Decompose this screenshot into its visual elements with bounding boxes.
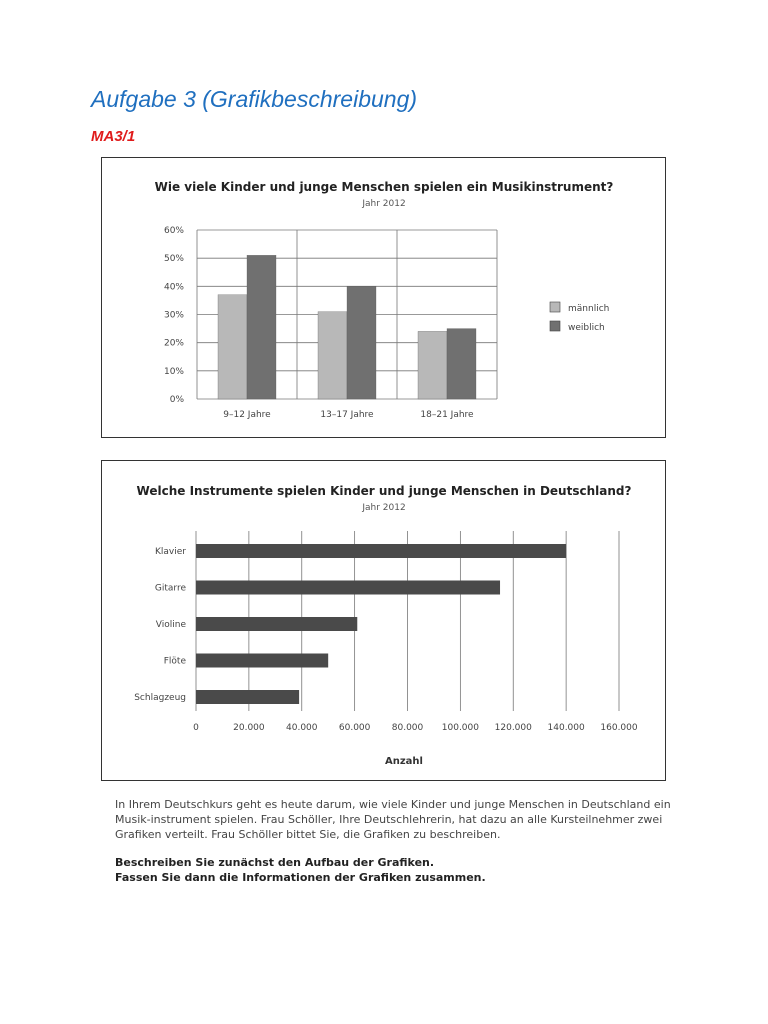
chart2-ytick-label: Violine (155, 620, 186, 630)
chart2-xtick-label: 100.000 (441, 723, 479, 733)
chart1-subtitle: Jahr 2012 (362, 199, 406, 209)
chart1-bar (247, 255, 276, 399)
chart2-subtitle: Jahr 2012 (362, 503, 406, 513)
chart1-ytick-label: 30% (163, 310, 184, 321)
page-title: Aufgabe 3 (Grafikbeschreibung) (91, 86, 418, 112)
chart2-xtick-label: 20.000 (233, 723, 265, 733)
chart2-xtick-label: 140.000 (547, 723, 585, 733)
instruction-paragraph: In Ihrem Deutschkurs geht es heute darum, wie viele Kinder und junge Menschen in Deutschland ein Musik-instrument spielen. Frau Schöller, Ihre Deutschlehrerin, hat dazu an alle Kursteilnehmer zwei Grafiken verteilt. Frau Schöller bittet Sie, die Grafiken zu beschreiben. (115, 798, 671, 841)
chart2-bar (196, 690, 299, 704)
chart2-bar (196, 544, 566, 558)
chart2-ytick-label: Gitarre (154, 583, 186, 594)
chart2-title: Welche Instrumente spielen Kinder und junge Menschen in Deutschland? (136, 484, 632, 498)
chart2-bar (196, 654, 328, 668)
chart1-ytick-label: 0% (169, 395, 184, 405)
chart2-xtick-label: 0 (193, 723, 199, 733)
chart2-xlabel: Anzahl (385, 756, 423, 767)
chart1-legend-label: männlich (568, 304, 610, 314)
task-code: MA3/1 (91, 128, 136, 145)
chart2-xtick-label: 80.000 (391, 723, 424, 733)
chart2-svg (102, 461, 665, 780)
chart2-xtick-label: 40.000 (286, 723, 318, 733)
chart1-bar (318, 312, 347, 399)
task-instructions (115, 855, 675, 885)
chart2-xtick-label: 60.000 (338, 723, 371, 733)
chart1-xtick-label: 18–21 Jahre (420, 410, 474, 420)
chart1-ytick-label: 20% (163, 338, 184, 349)
chart2-xtick-label: 120.000 (494, 723, 532, 733)
chart1-bar (218, 295, 247, 399)
chart1-bar (418, 331, 447, 399)
chart1-xtick-label: 13–17 Jahre (320, 410, 374, 420)
chart1-bar (447, 329, 476, 399)
chart1-legend-swatch (550, 321, 560, 331)
chart2-bar (196, 617, 357, 631)
chart1-svg (102, 158, 665, 437)
chart-instruments-germany (101, 460, 666, 781)
task-line-2: Fassen Sie dann die Informationen der Grafiken zusammen. (115, 871, 486, 884)
chart1-ytick-label: 50% (163, 254, 184, 265)
chart1-ytick-label: 60% (163, 226, 184, 236)
chart1-ytick-label: 10% (163, 366, 184, 377)
chart2-xtick-label: 160.000 (600, 723, 638, 733)
chart2-ytick-label: Schlagzeug (134, 693, 186, 703)
chart1-bar (347, 286, 376, 399)
chart2-ytick-label: Flöte (163, 656, 186, 667)
chart1-title: Wie viele Kinder und junge Menschen spielen ein Musikinstrument? (154, 180, 614, 194)
chart2-ytick-label: Klavier (155, 547, 186, 557)
chart1-ytick-label: 40% (163, 282, 184, 293)
chart1-xtick-label: 9–12 Jahre (223, 410, 271, 420)
chart1-legend-label: weiblich (568, 323, 605, 333)
chart1-legend-swatch (550, 302, 560, 312)
chart-music-instrument-players (101, 157, 666, 438)
task-line-1: Beschreiben Sie zunächst den Aufbau der Grafiken. (115, 856, 435, 869)
chart2-bar (196, 581, 500, 595)
